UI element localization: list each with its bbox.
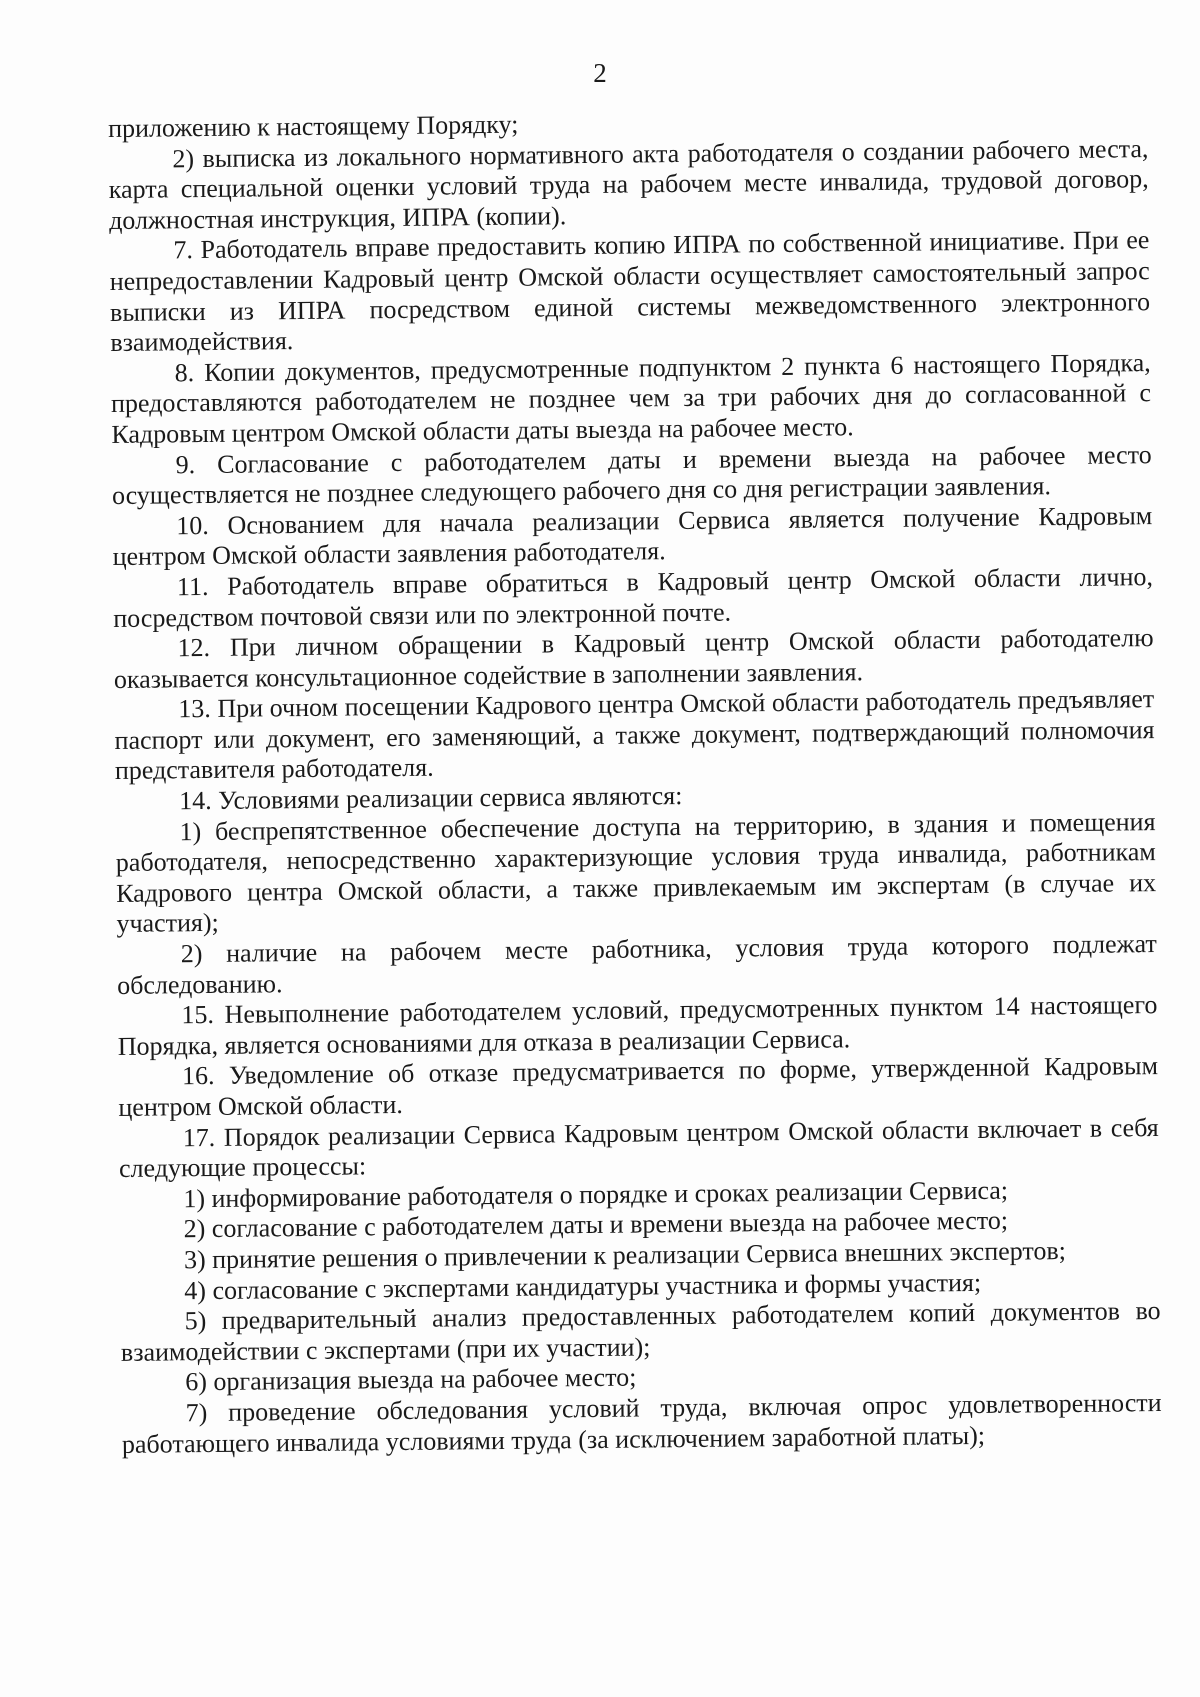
paragraph: 6) организация выезда на рабочее место; bbox=[185, 1362, 637, 1397]
paragraph: 4) согласование с экспертами кандидатуры участника и формы участия; bbox=[184, 1267, 982, 1305]
paragraph: 10. Основанием для начала реализации Сервиса является получение Кадровым центром Омской области заявления работодателя. bbox=[112, 500, 1153, 572]
paragraph: 15. Невыполнение работодателем условий, предусмотренных пунктом 14 настоящего Порядка, является основаниями для отказа в реализации Сервиса. bbox=[117, 990, 1158, 1061]
paragraph: 1) информирование работодателя о порядке и сроках реализации Сервиса; bbox=[183, 1175, 1009, 1214]
paragraph: 16. Уведомление об отказе предусматривается по форме, утвержденной Кадровым центром Омской области. bbox=[118, 1051, 1159, 1122]
paragraph: 8. Копии документов, предусмотренные подпунктом 2 пункта 6 настоящего Порядка, предоставляются работодателем не позднее чем за три рабочих дня до согласованной с Кадровым центром Омской области даты выезда на рабочее место. bbox=[110, 347, 1152, 449]
paragraph: 14. Условиями реализации сервиса являются: bbox=[179, 781, 683, 816]
paragraph: 1) беспрепятственное обеспечение доступа на территорию, в здания и помещения работодателя, непосредственно характеризующие условия труда инвалида, работникам Кадрового центра Омской области, а также привлекаемым им экспертам (в случае их участия); bbox=[115, 806, 1157, 939]
paragraph: 11. Работодатель вправе обратиться в Кадровый центр Омской области лично, посредством почтовой связи или по электронной почте. bbox=[113, 561, 1154, 633]
paragraph: 2) согласование с работодателем даты и времени выезда на рабочее место; bbox=[183, 1206, 1009, 1244]
paragraph: 2) наличие на рабочем месте работника, условия труда которого подлежат обследованию. bbox=[116, 929, 1157, 1000]
paragraph: 17. Порядок реализации Сервиса Кадровым центром Омской области включает в себя следующие процессы: bbox=[118, 1112, 1159, 1184]
paragraph: 7. Работодатель вправе предоставить копию ИПРА по собственной инициативе. При ее непредоставлении Кадровый центр Омской области осуществляет самостоятельный запрос выписки из ИПРА посредством единой системы межведомственного электронного взаимодействия. bbox=[109, 225, 1151, 358]
document-body bbox=[108, 103, 1162, 1460]
paragraph: 7) проведение обследования условий труда, включая опрос удовлетворенности работающего инвалида условиями труда (за исключением заработной платы); bbox=[121, 1387, 1162, 1459]
paragraph: 2) выписка из локального нормативного акта работодателя о создании рабочего места, карта специальной оценки условий труда на рабочем месте инвалида, трудовой договор, должностная инструкция, ИПРА (копии). bbox=[108, 133, 1149, 235]
paragraph: 12. При личном обращении в Кадровый центр Омской области работодателю оказывается консультационное содействие в заполнении заявления. bbox=[113, 623, 1154, 694]
paragraph: 9. Согласование с работодателем даты и времени выезда на рабочее место осуществляется не позднее следующего рабочего дня со дня регистрации заявления. bbox=[111, 439, 1152, 511]
paragraph: приложению к настоящему Порядку; bbox=[108, 109, 519, 143]
page-number: 2 bbox=[593, 58, 607, 88]
paragraph: 5) предварительный анализ предоставленных работодателем копий документов во взаимодействии с экспертами (при их участии); bbox=[120, 1296, 1161, 1367]
paragraph: 3) принятие решения о привлечении к реализации Сервиса внешних экспертов; bbox=[183, 1236, 1067, 1275]
paragraph: 13. При очном посещении Кадрового центра Омской области работодатель предъявляет паспорт или документ, его заменяющий, а также документ, подтверждающий полномочия представителя работодателя. bbox=[114, 684, 1155, 786]
